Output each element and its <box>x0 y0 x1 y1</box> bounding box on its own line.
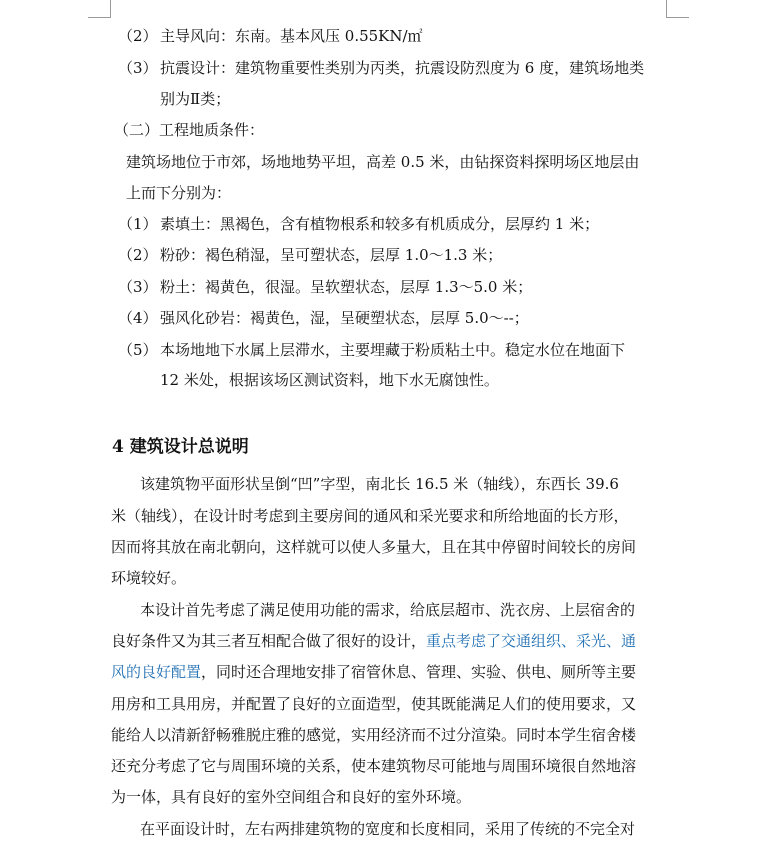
paragraph-line: 用房和工具用房，并配置了良好的立面造型，使其既能满足人们的使用要求，又 <box>111 695 637 713</box>
crop-mark-left-vertical <box>110 0 111 17</box>
list-number: （3） <box>118 59 158 77</box>
plain-text: 良好条件又为其三者互相配合做了很好的设计， <box>111 632 427 650</box>
paragraph-line: 米（轴线），在设计时考虑到主要房间的通风和采光要求和所给地面的长方形， <box>111 507 629 525</box>
list-item-text: 主导风向：东南。基本风压 0.55KN/㎡ <box>160 27 423 45</box>
list-item-text: 素填土：黑褐色，含有植物根系和较多有机质成分，层厚约 1 米； <box>160 215 600 233</box>
paragraph-line: 因而将其放在南北朝向，这样就可以使人多量大，且在其中停留时间较长的房间 <box>111 538 637 556</box>
crop-mark-right-vertical <box>666 0 667 17</box>
highlighted-text: 风的良好配置 <box>111 663 202 681</box>
list-item-text: 别为Ⅱ类； <box>160 90 231 108</box>
list-number: （5） <box>118 341 158 359</box>
plain-text: ，同时还合理地安排了宿管休息、管理、实验、供电、厕所等主要 <box>201 663 637 681</box>
list-number: （1） <box>118 215 158 233</box>
crop-mark-right-horizontal <box>666 17 689 18</box>
paragraph-line: 该建筑物平面形状呈倒“凹”字型，南北长 16.5 米（轴线），东西长 39.6 <box>140 475 619 493</box>
section-title: （二）工程地质条件： <box>114 121 265 139</box>
list-number: （4） <box>118 309 158 327</box>
highlighted-text: 重点考虑了交通组织、采光、通 <box>426 632 637 650</box>
paragraph-line: 还充分考虑了它与周围环境的关系，使本建筑物尽可能地与周围环境很自然地溶 <box>111 757 637 775</box>
list-item-text: 12 米处，根据该场区测试资料，地下水无腐蚀性。 <box>160 371 499 389</box>
paragraph-line: 能给人以清新舒畅雅脱庄雅的感觉，实用经济而不过分渲染。同时本学生宿舍楼 <box>111 726 637 744</box>
paragraph-line: 建筑场地位于市郊，场地地势平坦，高差 0.5 米，由钻探资料探明场区地层由 <box>126 153 640 171</box>
paragraph-line: 环境较好。 <box>111 569 187 587</box>
list-number: （3） <box>118 278 158 296</box>
list-item-text: 抗震设计：建筑物重要性类别为丙类，抗震设防烈度为 6 度，建筑场地类 <box>160 59 645 77</box>
list-item-text: 粉砂：褐色稍湿，呈可塑状态，层厚 1.0～1.3 米； <box>160 246 503 264</box>
list-item-text: 粉土：褐黄色，很湿。呈软塑状态，层厚 1.3～5.0 米； <box>160 278 533 296</box>
list-item-text: 本场地地下水属上层滞水，主要埋藏于粉质粘土中。稳定水位在地面下 <box>160 341 626 359</box>
paragraph-line <box>111 662 636 682</box>
paragraph-line: 在平面设计时，左右两排建筑物的宽度和长度相同，采用了传统的不完全对 <box>140 820 636 838</box>
list-number: （2） <box>118 27 158 45</box>
section-heading: 4 建筑设计总说明 <box>112 437 249 457</box>
paragraph-line <box>111 631 636 651</box>
paragraph-line: 本设计首先考虑了满足使用功能的需求，给底层超市、洗衣房、上层宿舍的 <box>140 601 636 619</box>
paragraph-line: 上而下分别为： <box>126 184 232 202</box>
crop-mark-left-horizontal <box>88 17 111 18</box>
list-number: （2） <box>118 246 158 264</box>
list-item-text: 强风化砂岩：褐黄色，湿，呈硬塑状态，层厚 5.0～--； <box>160 309 529 327</box>
paragraph-line: 为一体，具有良好的室外空间组合和良好的室外环境。 <box>111 788 472 806</box>
